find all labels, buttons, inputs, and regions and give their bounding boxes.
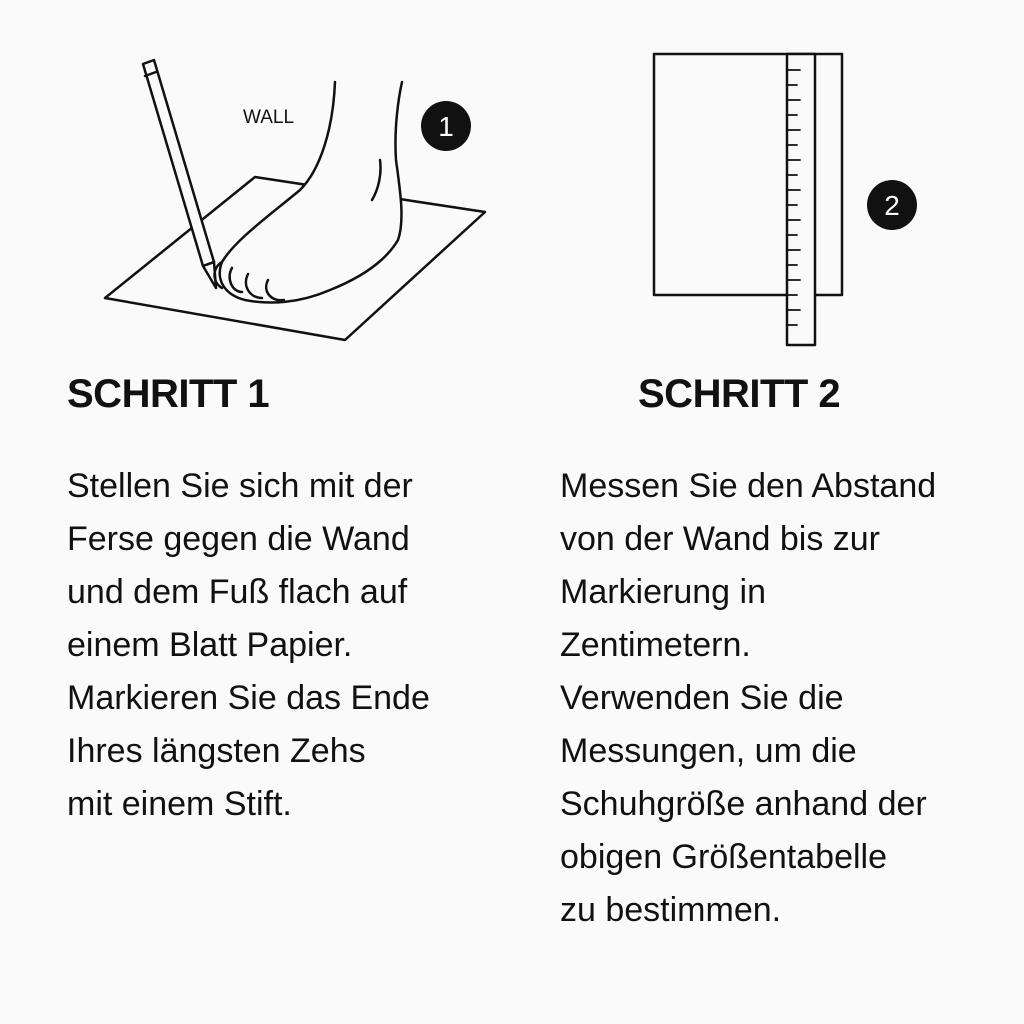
instruction-line: einem Blatt Papier. — [67, 626, 353, 664]
instruction-line: Schuhgröße anhand der — [560, 785, 927, 823]
instruction-line: Zentimetern. — [560, 626, 751, 664]
step1-illustration — [0, 0, 1024, 360]
pencil — [143, 60, 216, 288]
wall-label: WALL — [243, 107, 295, 128]
instruction-line: Verwenden Sie die — [560, 679, 844, 717]
instruction-line: obigen Größentabelle — [560, 838, 888, 876]
step2-badge — [867, 180, 917, 230]
instruction-line: Messungen, um die — [560, 732, 857, 770]
instruction-line: von der Wand bis zur — [560, 520, 880, 558]
instruction-line: Stellen Sie sich mit der — [67, 467, 413, 505]
instruction-line: Ihres längsten Zehs — [67, 732, 366, 770]
svg-text:2: 2 — [884, 190, 900, 221]
instruction-line: mit einem Stift. — [67, 785, 292, 823]
svg-text:1: 1 — [438, 111, 454, 142]
instruction-line: Markieren Sie das Ende — [67, 679, 430, 717]
instruction-line: Messen Sie den Abstand — [560, 467, 937, 505]
step1-instructions — [67, 460, 430, 831]
ruler — [787, 54, 815, 345]
step1-heading: SCHRITT 1 — [67, 372, 270, 416]
step2-heading: SCHRITT 2 — [638, 372, 841, 416]
step1-badge — [421, 101, 471, 151]
instruction-line: und dem Fuß flach auf — [67, 573, 408, 611]
instruction-line: zu bestimmen. — [560, 891, 782, 929]
instruction-line: Ferse gegen die Wand — [67, 520, 410, 558]
step2-instructions — [560, 460, 936, 937]
instruction-line: Markierung in — [560, 573, 766, 611]
